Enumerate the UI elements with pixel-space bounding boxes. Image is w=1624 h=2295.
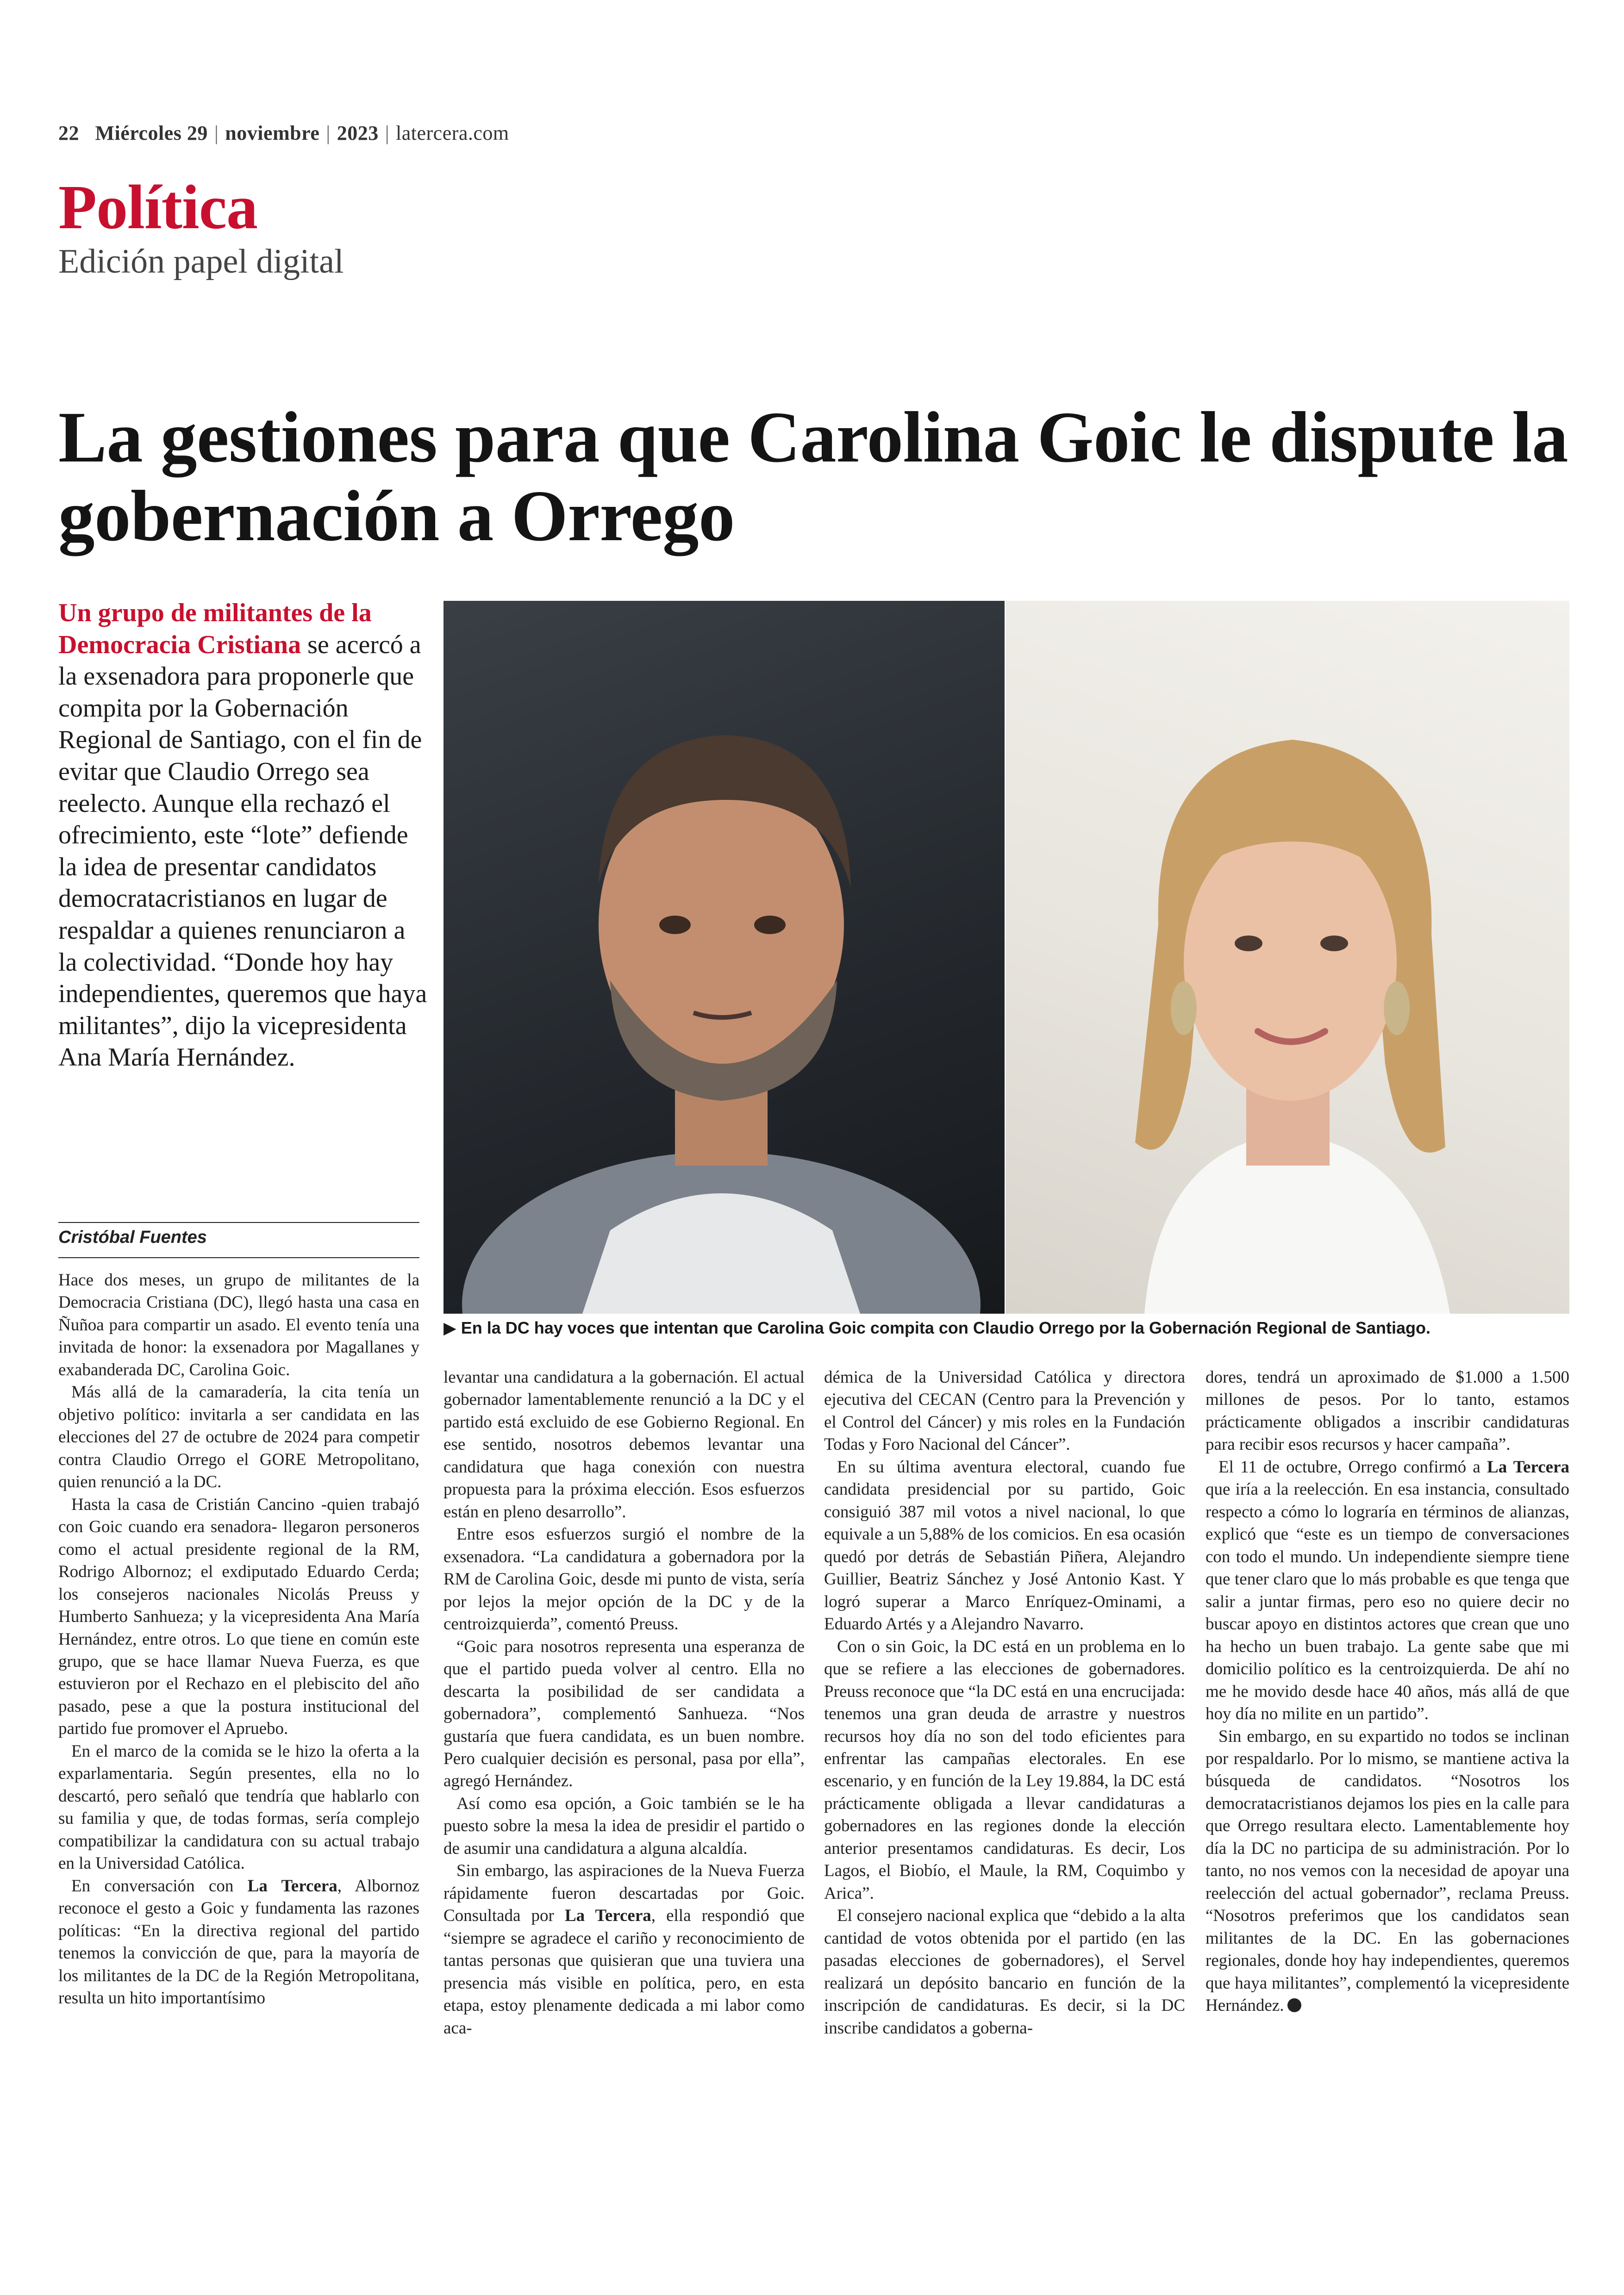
text-run: El 11 de octubre, Orrego confirmó a	[1218, 1457, 1487, 1477]
folio-date-year: 2023	[337, 122, 379, 144]
page-number: 22	[58, 122, 79, 144]
byline: Cristóbal Fuentes	[58, 1228, 207, 1247]
text-run: , Albornoz reconoce el gesto a Goic y fundamenta las razones políticas: “En la directiva regional del partido tenemos la convicción de que, para la mayoría de los militantes de la DC de la Región Metropolitana, resulta un hito importantísimo	[58, 1876, 420, 2008]
newspaper-name: La Tercera	[247, 1876, 337, 1896]
body-paragraph: dores, tendrá un aproximado de $1.000 a 1.500 millones de pesos. Por lo tanto, estamos prácticamente obligados a inscribir candidaturas para recibir esos recursos y hacer campaña”.	[1206, 1368, 1569, 1454]
body-paragraph: Hasta la casa de Cristián Cancino -quien trabajó con Goic cuando era senadora- llegaron personeros como el actual presidente regional de la RM, Rodrigo Albornoz; el exdiputado Eduardo Cerda; los consejeros nacionales Nicolás Preuss y Humberto Sanhueza; y la vicepresidenta Ana María Hernández, entre otros. Lo que tiene en común este grupo, que se hace llamar Nueva Fuerza, es que estuvieron por el Rechazo en el plebiscito del año pasado, pese a que la postura institucional del partido fue promover el Apruebo.	[58, 1495, 419, 1739]
caption-text: En la DC hay voces que intentan que Carolina Goic compita con Claudio Orrego por la Gobernación Regional de Santiago.	[461, 1318, 1431, 1337]
body-paragraph: Más allá de la camaradería, la cita tenía un objetivo político: invitarla a ser candidata en las elecciones del 27 de octubre de 2024 para competir contra Claudio Orrego el GORE Metropolitano, quien renunció a la DC.	[58, 1383, 419, 1492]
folio-date-day: Miércoles 29	[95, 122, 208, 144]
body-paragraph: Con o sin Goic, la DC está en un problema en lo que se refiere a las elecciones de gobernadores. Preuss reconoce que “la DC está en una encrucijada: tenemos una gran deuda de arrastre y nuestros recursos hoy día no son del todo eficientes para enfrentar las campañas electorales. En ese escenario, y en función de la Ley 19.884, la DC está prácticamente obligada a llevar candidaturas a gobernadores en las regiones donde la elección anterior presentamos candidaturas. Es decir, Los Lagos, el Biobío, el Maule, la RM, Coquimbo y Arica”.	[824, 1637, 1185, 1903]
body-paragraph: El consejero nacional explica que “debido a la alta cantidad de votos obtenida por el partido (en las pasadas elecciones de gobernadores), el Servel realizará un depósito bancario en función de la inscripción de candidaturas. Es decir, si la DC inscribe candidatos a goberna-	[824, 1906, 1185, 2038]
byline-rule-top	[58, 1222, 419, 1223]
photo-caption	[443, 1318, 1573, 1338]
folio-site: latercera.com	[396, 122, 509, 144]
body-paragraph	[1206, 1726, 1569, 2017]
body-paragraph	[443, 1860, 805, 2039]
article-lede	[58, 597, 429, 1073]
newspaper-name: La Tercera	[1487, 1457, 1569, 1477]
body-paragraph: démica de la Universidad Católica y directora ejecutiva del CECAN (Centro para la Prevención y el Control del Cáncer) y mis roles en la Fundación Todas y Foro Nacional del Cáncer”.	[824, 1368, 1185, 1454]
article-headline: La gestiones para que Carolina Goic le dispute la gobernación a Orrego	[58, 397, 1568, 556]
byline-rule-bottom	[58, 1257, 419, 1258]
body-paragraph: “Goic para nosotros representa una esperanza de que el partido pueda volver al centro. Ella no descarta la posibilidad de ser candidata a gobernadora”, complementó Sanhueza. “Nos gustaría que fuera candidata, es un buen nombre. Pero cualquier decisión es personal, pasa por ella”, agregó Hernández.	[443, 1637, 805, 1791]
body-column-3	[824, 1366, 1185, 2039]
lede-highlight: Un grupo de militantes de la Democracia Cristiana	[58, 599, 372, 659]
portrait-woman-illustration	[1006, 601, 1569, 1314]
body-paragraph: En su última aventura electoral, cuando fue candidata presidencial por su partido, Goic consiguió 387 mil votos a nivel nacional, lo que equivale a un 5,88% de los comicios. En esa ocasión quedó por detrás de Sebastián Piñera, Alejandro Guillier, Beatriz Sánchez y José Antonio Kast. Y logró superar a Marco Enríquez-Ominami, a Eduardo Artés y a Alejandro Navarro.	[824, 1457, 1185, 1634]
text-run: Sin embargo, las aspiraciones de la Nueva Fuerza rápidamente fueron descartadas por Goic. Consultada por	[443, 1861, 805, 1926]
body-paragraph	[1206, 1456, 1569, 1726]
end-of-article-icon	[1287, 1998, 1301, 2012]
body-paragraph: En el marco de la comida se le hizo la oferta a la exparlamentaria. Según presentes, ella no lo descartó, pero señaló que tendría que hablarlo con su familia y que, de todas formas, sería complejo compatibilizar la candidatura con su actual trabajo en la Universidad Católica.	[58, 1741, 419, 1873]
portrait-man-illustration	[443, 601, 1005, 1314]
body-column-1	[58, 1269, 419, 2009]
text-run: En conversación con	[71, 1876, 248, 1896]
body-paragraph: Hace dos meses, un grupo de militantes de la Democracia Cristiana (DC), llegó hasta una casa en Ñuñoa para compartir un asado. El evento tenía una invitada de honor: la exsenadora por Magallanes y exabanderada DC, Carolina Goic.	[58, 1271, 419, 1379]
body-paragraph: Entre esos esfuerzos surgió el nombre de la exsenadora. “La candidatura a gobernadora por la RM de Carolina Goic, desde mi punto de vista, sería por lejos la mejor opción de la DC y de la centroizquierda”, comentó Preuss.	[443, 1525, 805, 1634]
newspaper-name: La Tercera	[564, 1906, 651, 1926]
text-run: Sin embargo, en su expartido no todos se inclinan por respaldarlo. Por lo mismo, se mantiene activa la búsqueda de candidatos. “Nosotros los democratacristianos dejamos los pies en la calle para que Orrego resultara electo. Lamentablemente hoy día la DC no participa de su administración. Por lo tanto, no nos vemos con la necesidad de apoyar una reelección del actual gobernador”, reclama Preuss. “Nosotros preferimos que los candidatos sean militantes de la DC. En las gobernaciones regionales, donde hoy hay independientes, queremos que haya militantes”, complementó la vicepresidente Hernández.	[1206, 1727, 1569, 2015]
lede-text: se acercó a la exsenadora para proponerle que compita por la Gobernación Regional de Santiago, con el fin de evitar que Claudio Orrego sea reelecto. Aunque ella rechazó el ofrecimiento, este “lote” defiende la idea de presentar candidatos democratacristianos en lugar de respaldar a quienes renunciaron a la colectividad. “Donde hoy hay independientes, queremos que haya militantes”, dijo la vicepresidenta Ana María Hernández.	[58, 630, 427, 1072]
text-run: , ella respondió que “siempre se agradece el cariño y reconocimiento de tantas personas que quisieran que una tuviera una presencia más visible en política, pero, en esta etapa, estoy plenamente dedicada a mi labor como aca-	[443, 1906, 805, 2038]
body-column-4	[1206, 1366, 1569, 2017]
body-paragraph: Así como esa opción, a Goic también se le ha puesto sobre la mesa la idea de presidir el partido o de asumir una candidatura a alguna alcaldía.	[443, 1794, 805, 1858]
folio-date-month: noviembre	[225, 122, 320, 144]
folio-line: 22 Miércoles 29 | noviembre | 2023 | latercera.com	[58, 122, 509, 144]
section-title: Política	[58, 173, 258, 242]
section-subtitle: Edición papel digital	[58, 243, 344, 281]
body-column-2	[443, 1366, 805, 2039]
photo-carolina-goic	[1006, 601, 1569, 1314]
caption-arrow-icon: ▶	[443, 1318, 456, 1337]
photo-claudio-orrego	[443, 601, 1005, 1314]
body-paragraph	[58, 1875, 419, 2010]
text-run: que iría a la reelección. En esa instancia, consultado respecto a cómo lo lograría en términos de alianzas, explicó que “este es un tiempo de conversaciones con todo el mundo. Un independiente siempre tiene que tener claro que lo más probable es que tenga que salir a juntar firmas, pero eso no quiere decir no buscar apoyo en distintos actores que crean que uno ha hecho un buen trabajo. La gente sabe que mi domicilio político es la centroizquierda. De ahí no me he movido desde hace 40 años, más allá de que hoy día no milite en un partido”.	[1206, 1480, 1569, 1724]
body-paragraph: levantar una candidatura a la gobernación. El actual gobernador lamentablemente renunció a la DC y el partido está excluido de ese Gobierno Regional. En ese sentido, nosotros debemos levantar una candidatura que haga conexión con nuestra propuesta para la próxima elección. Esos esfuerzos están en pleno desarrollo”.	[443, 1368, 805, 1522]
